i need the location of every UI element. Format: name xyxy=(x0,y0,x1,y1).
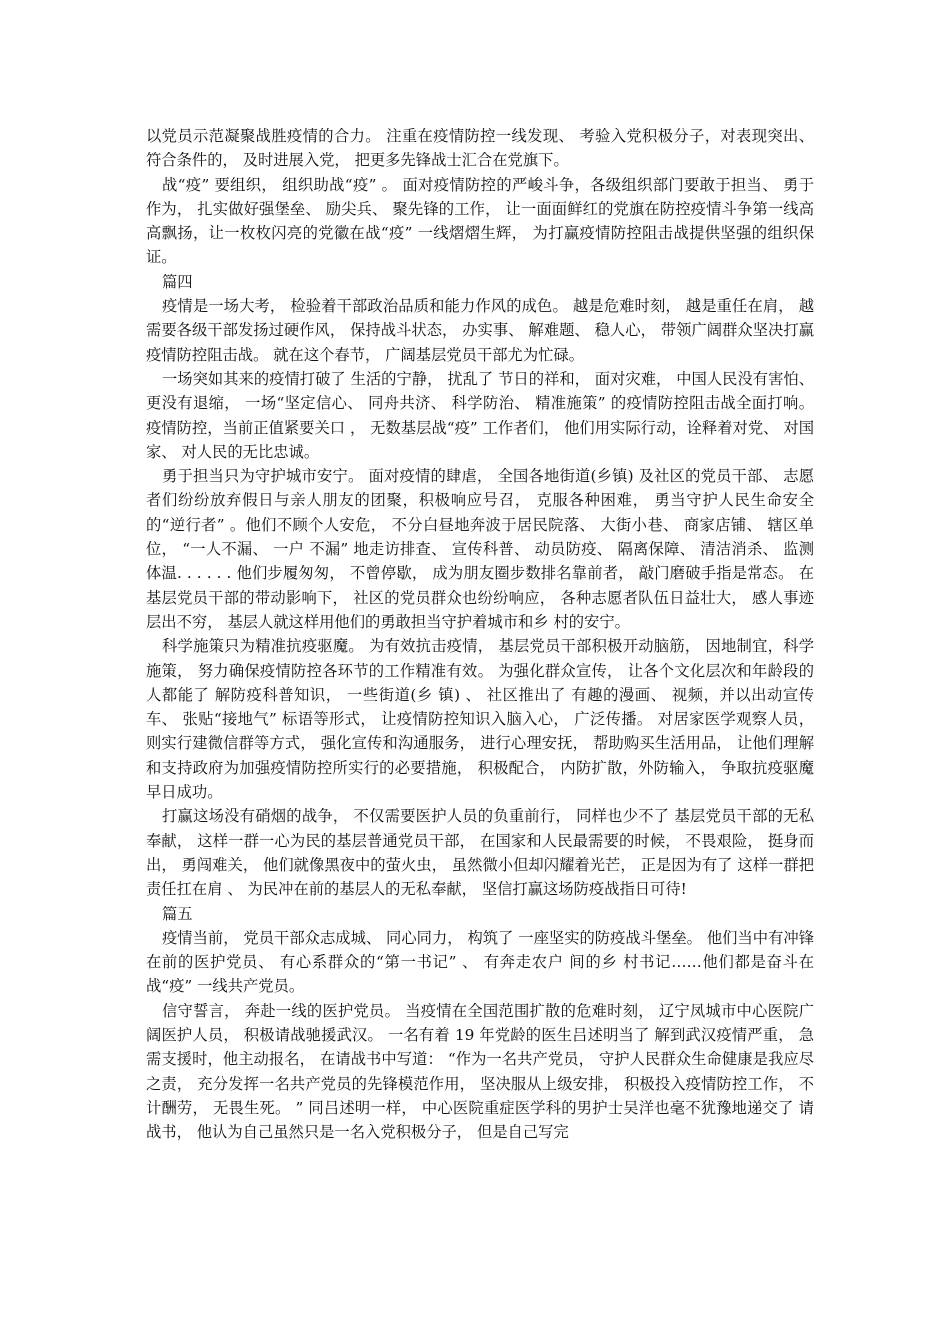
section-heading-5: 篇五 xyxy=(162,904,193,923)
paragraph-4: 一场突如其来的疫情打破了 生活的宁静， 扰乱了 节日的祥和， 面对灾难， 中国人民没有害怕、 更没有退缩， 一场“坚定信心、 同舟共济、 科学防治、 精准施策” 的疫情防控阻击战全面打响。 疫情防控，当前正值紧要关口 ， 无数基层战“疫” 工作者们， 他们用实际行动，诠释着对党、 对国家、 对人民的无比忠诚。 xyxy=(146,369,819,461)
paragraph-5: 勇于担当只为守护城市安宁。 面对疫情的肆虐， 全国各地街道(乡镇) 及社区的党员干部、 志愿者们纷纷放弃假日与亲人朋友的团聚，积极响应号召， 克服各种困难， 勇当守护人民生命安全的“逆行者” 。他们不顾个人安危， 不分白昼地奔波于居民院落、 大街小巷、 商家店铺、 辖区单位， “一人不漏、 一户 不漏” 地走访排查、 宣传科普、 动员防疫、 隔离保障、 清洁消杀、 监测体温. . . . . . 他们步履匆匆， 不曾停歇， 成为朋友圈步数排名靠前者， 敲门磨破手指是常态。 在基层党员干部的带动影响下， 社区的党员群众也纷纷响应， 各种志愿者队伍日益壮大， 感人事迹层出不穷， 基层人就这样用他们的勇敢担当守护着城市和乡 村的安宁。 xyxy=(146,467,814,631)
section-heading-4: 篇四 xyxy=(162,272,193,291)
paragraph-6: 科学施策只为精准抗疫驱魔。 为有效抗击疫情， 基层党员干部积极开动脑筋， 因地制宜，科学施策， 努力确保疫情防控各环节的工作精准有效。 为强化群众宣传， 让各个文化层次和年龄段的人都能了 解防疫科普知识， 一些街道(乡 镇) 、 社区推出了 有趣的漫画、 视频，并以出动宣传车、 张贴“接地气” 标语等形式， 让疫情防控知识入脑入心， 广泛传播。 对居家医学观察人员， 则实行建微信群等方式， 强化宣传和沟通服务， 进行心理安抚， 帮助购买生活用品， 让他们理解和支持政府为加强疫情防控所实行的必要措施， 积极配合， 内防扩散，外防输入， 争取抗疫驱魔早日成功。 xyxy=(146,637,819,802)
paragraph-8: 疫情当前， 党员干部众志成城、 同心同力， 构筑了 一座坚实的防疫战斗堡垒。 他们当中有冲锋在前的医护党员、 有心系群众的“第一书记” 、 有奔走农户 间的乡 村书记……他们都是奋斗在战“疫” 一线共产党员。 xyxy=(146,928,814,996)
paragraph-9: 信守誓言， 奔赴一线的医护党员。 当疫情在全国范围扩散的危难时刻， 辽宁凤城市中心医院广阔医护人员， 积极请战驰援武汉。 一名有着 19 年党龄的医生吕述明当了 解到武汉疫情严重， 急需支援时，他主动报名， 在请战书中写道： “作为一名共产党员， 守护人民群众生命健康是我应尽之责， 充分发挥一名共产党员的先锋模范作用， 坚决服从上级安排， 积极投入疫情防控工作， 不计酬劳， 无畏生死。 ” 同吕述明一样， 中心医院重症医学科的男护士吴洋也毫不犹豫地递交了 请战书， 他认为自己虽然只是一名入党积极分子， 但是自己写完 xyxy=(146,1001,814,1142)
paragraph-7: 打赢这场没有硝烟的战争， 不仅需要医护人员的负重前行， 同样也少不了 基层党员干部的无私奉献， 这样一群一心为民的基层普通党员干部， 在国家和人民最需要的时候， 不畏艰险， 挺身而出， 勇闯难关， 他们就像黑夜中的萤火虫， 虽然微小但却闪耀着光芒， 正是因为有了 这样一群把责任扛在肩 、 为民冲在前的基层人的无私奉献， 坚信打赢这场防疫战指日可待! xyxy=(146,807,814,899)
document-body xyxy=(146,124,819,1144)
paragraph-3: 疫情是一场大考， 检验着干部政治品质和能力作风的成色。 越是危难时刻， 越是重任在肩， 越需要各级干部发扬过硬作风， 保持战斗状态， 办实事、 解难题、 稳人心， 带领广阔群众坚决打赢疫情防控阻击战。 就在这个春节， 广阔基层党员干部尤为忙碌。 xyxy=(146,297,814,364)
paragraph-1: 以党员示范凝聚战胜疫情的合力。 注重在疫情防控一线发现、 考验入党积极分子，对表现突出、 符合条件的， 及时进展入党， 把更多先锋战士汇合在党旗下。 xyxy=(146,127,819,170)
paragraph-2: 战“疫” 要组织， 组织助战“疫” 。 面对疫情防控的严峻斗争，各级组织部门要敢于担当、 勇于作为， 扎实做好强堡垒、 励尖兵、 聚先锋的工作， 让一面面鲜红的党旗在防控疫情斗争第一线高高飘扬，让一枚枚闪亮的党徽在战“疫” 一线熠熠生辉， 为打赢疫情防控阻击战提供坚强的组织保证。 xyxy=(146,175,814,267)
